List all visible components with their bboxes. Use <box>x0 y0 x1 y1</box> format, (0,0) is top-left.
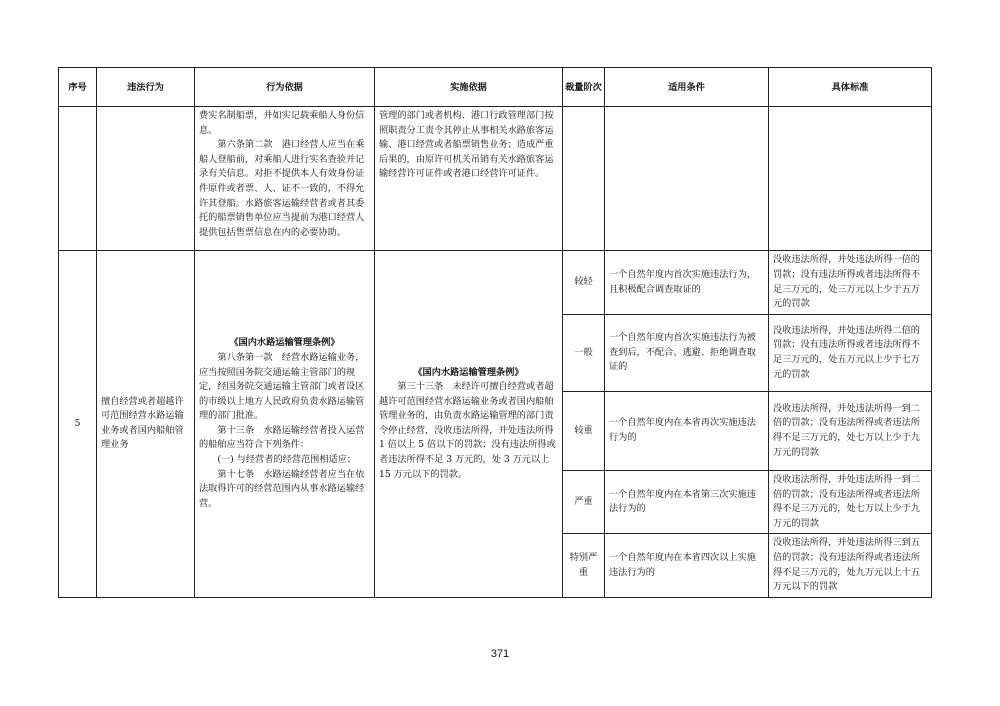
row5-basis-para-1: 第八条第一款 经营水路运输业务，应当按照国务院交通运输主管部门的规定，经国务院交通运输主管部门或者设区的市级以上地方人民政府负责水路运输管理的部门批准。 <box>199 351 365 422</box>
header-violation: 违法行为 <box>97 68 195 107</box>
cont-level-cell <box>563 107 605 251</box>
level-5-label: 特别严重 <box>563 534 605 597</box>
row5-seq-cell: 5 <box>59 251 97 598</box>
header-basis: 行为依据 <box>195 68 375 107</box>
table-header-row <box>59 68 932 107</box>
level-4-condition: 一个自然年度内在本省第三次实施违法行为的 <box>605 471 769 534</box>
level-2-standard: 没收违法所得，并处违法所得二倍的罚款；没有违法所得或者违法所得不足三万元的，处五万元以上少于七万元的罚款 <box>769 315 932 392</box>
level-1-standard: 没收违法所得，并处违法所得一倍的罚款；没有违法所得或者违法所得不足三万元的，处三万元以上少于五万元的罚款 <box>769 251 932 315</box>
header-level: 裁量阶次 <box>563 68 605 107</box>
row5-impl-cell <box>375 251 563 598</box>
header-condition: 适用条件 <box>605 68 769 107</box>
level-1-label: 较轻 <box>563 251 605 315</box>
level-5-standard: 没收违法所得，并处违法所得三到五倍的罚款；没有违法所得或者违法所得不足三万元的，处九万元以上十五万元以下的罚款 <box>769 534 932 597</box>
level-3-condition: 一个自然年度内在本省再次实施违法行为的 <box>605 392 769 471</box>
row5-basis-para-2: 第十三条 水路运输经营者投入运营的船舶应当符合下列条件： <box>199 424 365 451</box>
level-4-standard: 没收违法所得，并处违法所得一到二倍的罚款；没有违法所得或者违法所得不足三万元的，处七万以上少于九万元的罚款 <box>769 471 932 534</box>
level-2-label: 一般 <box>563 315 605 392</box>
table-row-5-level-1 <box>59 251 932 315</box>
row5-basis-para-4: 第十七条 水路运输经营者应当在依法取得许可的经营范围内从事水路运输经营。 <box>199 468 365 509</box>
cont-impl-cell: 管理的部门或者机构、港口行政管理部门按照职责分工责令其停止从事相关水路旅客运输、港口经营或者船票销售业务；造成严重后果的，由原许可机关吊销有关水路旅客运输经营许可证件或者港口经营许可证件。 <box>375 107 563 251</box>
level-3-label: 较重 <box>563 392 605 471</box>
header-standard: 具体标准 <box>769 68 932 107</box>
header-impl: 实施依据 <box>375 68 563 107</box>
cont-basis-line-1: 费实名制船票，并如实记载乘船人身份信息。 <box>199 110 365 136</box>
level-2-condition: 一个自然年度内首次实施违法行为被查到后，不配合、逃避、拒绝调查取证的 <box>605 315 769 392</box>
row5-impl-title: 《国内水路运输管理条例》 <box>413 366 524 378</box>
cont-violation-cell <box>97 107 195 251</box>
header-seq: 序号 <box>59 68 97 107</box>
table-row-continuation <box>59 107 932 251</box>
penalty-table <box>58 67 932 598</box>
level-5-condition: 一个自然年度内在本省四次以上实施违法行为的 <box>605 534 769 597</box>
level-4-label: 严重 <box>563 471 605 534</box>
cont-basis-cell <box>195 107 375 251</box>
row5-basis-title: 《国内水路运输管理条例》 <box>229 337 340 349</box>
row5-basis-para-3: (一) 与经营者的经营范围相适应； <box>217 454 357 466</box>
cont-seq-cell <box>59 107 97 251</box>
cont-standard-cell <box>769 107 932 251</box>
page-number: 371 <box>490 648 510 660</box>
row5-basis-cell <box>195 251 375 598</box>
level-3-standard: 没收违法所得，并处违法所得一到二倍的罚款；没有违法所得或者违法所得不足三万元的，处七万以上少于九万元的罚款 <box>769 392 932 471</box>
row5-impl-text: 第三十三条 未经许可擅自经营或者超越许可范围经营水路运输业务或者国内船舶管理业务的，由负责水路运输管理的部门责令停止经营，没收违法所得，并处违法所得 1 倍以上 5 倍以下的罚款；没有违法所得或者违法所得不足 3 万元的，处 3 万元以上 15 万元以下的罚款。 <box>379 381 556 480</box>
row5-violation-cell: 擅自经营或者超越许可范围经营水路运输业务或者国内船舶管理业务 <box>97 251 195 598</box>
cont-basis-line-2: 第六条第二款 港口经营人应当在乘船人登船前，对乘船人进行实名查验并记录有关信息。对拒不提供本人有效身份证件原件或者票、人、证不一致的，不得允许其登船。水路旅客运输经营者或者其委托的船票销售单位应当提前为港口经营人提供包括售票信息在内的必要协助。 <box>199 139 365 238</box>
cont-condition-cell <box>605 107 769 251</box>
level-1-condition: 一个自然年度内首次实施违法行为，且积极配合调查取证的 <box>605 251 769 315</box>
